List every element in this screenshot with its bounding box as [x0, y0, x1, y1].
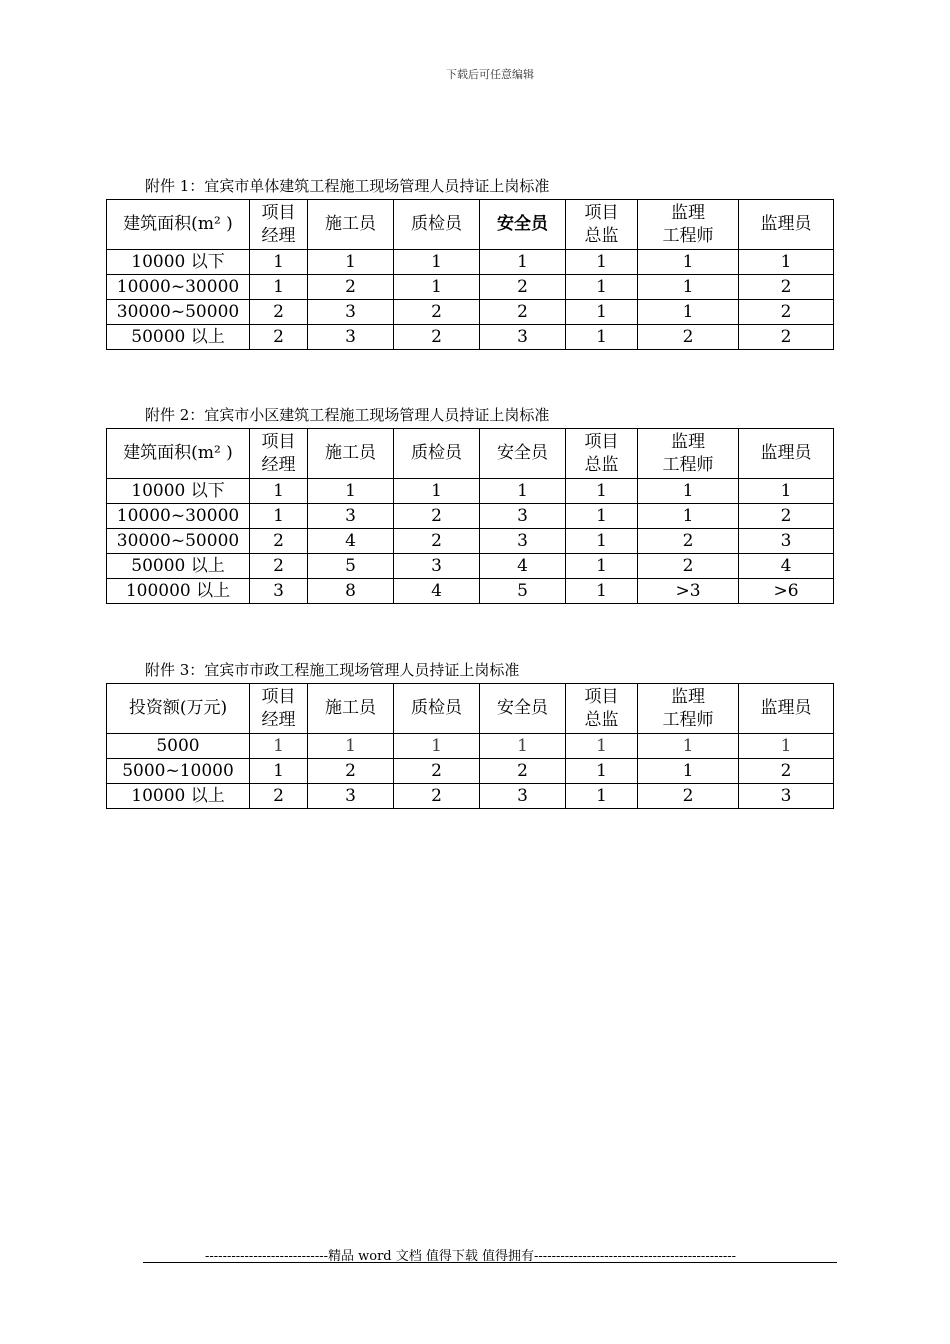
- column-header: 监理 工程师: [638, 429, 739, 479]
- table-cell: 10000 以下: [107, 250, 250, 275]
- table-row: [107, 734, 834, 759]
- table-row: [107, 529, 834, 554]
- table-cell: 1: [480, 734, 566, 759]
- table-cell: 3: [480, 504, 566, 529]
- table-cell: 1: [394, 734, 480, 759]
- table-cell: 1: [394, 479, 480, 504]
- table-2-title: 附件 2：宜宾市小区建筑工程施工现场管理人员持证上岗标准: [145, 406, 550, 424]
- footer-divider: [143, 1262, 837, 1263]
- table-cell: 10000 以下: [107, 479, 250, 504]
- table-cell: 3: [308, 325, 394, 350]
- table-cell: 2: [739, 300, 834, 325]
- column-header: 监理员: [739, 684, 834, 734]
- table-row: [107, 784, 834, 809]
- column-header: 监理员: [739, 200, 834, 250]
- table-cell: >6: [739, 579, 834, 604]
- table-cell: 30000~50000: [107, 529, 250, 554]
- table-cell: 1: [566, 300, 638, 325]
- table-cell: 3: [480, 325, 566, 350]
- table-cell: 2: [739, 504, 834, 529]
- table-cell: 1: [250, 734, 308, 759]
- table-cell: 2: [250, 554, 308, 579]
- table-cell: 1: [480, 250, 566, 275]
- table-row: [107, 275, 834, 300]
- table-cell: 1: [566, 479, 638, 504]
- table-cell: 1: [566, 250, 638, 275]
- column-header: 质检员: [394, 684, 480, 734]
- table-cell: 1: [308, 734, 394, 759]
- table-cell: 1: [566, 734, 638, 759]
- table-cell: 1: [638, 759, 739, 784]
- table-cell: 2: [638, 554, 739, 579]
- table-cell: 1: [250, 250, 308, 275]
- table-cell: 2: [638, 529, 739, 554]
- table-3: [106, 683, 834, 809]
- table-cell: 2: [739, 275, 834, 300]
- column-header: 安全员: [480, 429, 566, 479]
- table-cell: 30000~50000: [107, 300, 250, 325]
- column-header: 项目 经理: [250, 684, 308, 734]
- column-header: 监理员: [739, 429, 834, 479]
- column-header: 质检员: [394, 429, 480, 479]
- header-row: [107, 200, 834, 250]
- column-header: 施工员: [308, 684, 394, 734]
- column-header: 建筑面积(m² ): [107, 200, 250, 250]
- table-row: [107, 300, 834, 325]
- table-cell: 4: [739, 554, 834, 579]
- column-header: 监理 工程师: [638, 684, 739, 734]
- table-cell: 2: [308, 759, 394, 784]
- table-cell: 10000~30000: [107, 504, 250, 529]
- table-cell: 1: [638, 504, 739, 529]
- table-cell: 4: [480, 554, 566, 579]
- table-cell: 1: [566, 325, 638, 350]
- table-cell: 2: [250, 300, 308, 325]
- table-cell: 1: [566, 275, 638, 300]
- table-cell: 3: [308, 784, 394, 809]
- table-cell: 2: [638, 325, 739, 350]
- table-cell: 1: [250, 275, 308, 300]
- table-row: [107, 325, 834, 350]
- table-cell: 10000~30000: [107, 275, 250, 300]
- column-header: 建筑面积(m² ): [107, 429, 250, 479]
- table-cell: 2: [638, 784, 739, 809]
- table-cell: 100000 以上: [107, 579, 250, 604]
- table-cell: 2: [394, 784, 480, 809]
- table-cell: 5: [480, 579, 566, 604]
- table-cell: 3: [739, 529, 834, 554]
- footer-text: ----------------------------精品 word 文档 值得下载 值得拥有----------------------------------------------: [205, 1249, 737, 1264]
- column-header: 施工员: [308, 200, 394, 250]
- column-header: 质检员: [394, 200, 480, 250]
- column-header: 项目 总监: [566, 200, 638, 250]
- table-cell: 1: [394, 275, 480, 300]
- column-header: 项目 经理: [250, 200, 308, 250]
- table-2: [106, 428, 834, 604]
- table-cell: 3: [308, 504, 394, 529]
- table-1-title: 附件 1：宜宾市单体建筑工程施工现场管理人员持证上岗标准: [145, 177, 550, 195]
- table-cell: 1: [250, 759, 308, 784]
- table-cell: 3: [480, 784, 566, 809]
- table-cell: 2: [250, 784, 308, 809]
- table-cell: 2: [394, 759, 480, 784]
- table-cell: 5000: [107, 734, 250, 759]
- table-cell: 3: [308, 300, 394, 325]
- table-cell: 1: [638, 275, 739, 300]
- table-row: [107, 759, 834, 784]
- table-cell: 1: [638, 734, 739, 759]
- table-cell: 2: [308, 275, 394, 300]
- column-header: 施工员: [308, 429, 394, 479]
- table-cell: 2: [394, 504, 480, 529]
- table-cell: 2: [739, 759, 834, 784]
- column-header: 监理 工程师: [638, 200, 739, 250]
- table-cell: 1: [566, 784, 638, 809]
- table-3-title: 附件 3：宜宾市市政工程施工现场管理人员持证上岗标准: [145, 661, 520, 679]
- table-cell: 2: [250, 529, 308, 554]
- table-cell: 1: [566, 504, 638, 529]
- table-1: [106, 199, 834, 350]
- column-header: 项目 经理: [250, 429, 308, 479]
- table-cell: 3: [250, 579, 308, 604]
- table-cell: 4: [308, 529, 394, 554]
- table-cell: 2: [394, 325, 480, 350]
- table-cell: 4: [394, 579, 480, 604]
- table-cell: 3: [394, 554, 480, 579]
- table-cell: 1: [638, 300, 739, 325]
- table-cell: 1: [308, 479, 394, 504]
- column-header: 安全员: [480, 684, 566, 734]
- column-header: 项目 总监: [566, 684, 638, 734]
- column-header: 投资额(万元): [107, 684, 250, 734]
- table-cell: 1: [566, 579, 638, 604]
- table-cell: 50000 以上: [107, 554, 250, 579]
- table-cell: 2: [739, 325, 834, 350]
- table-cell: 5000~10000: [107, 759, 250, 784]
- table-cell: 5: [308, 554, 394, 579]
- table-cell: 2: [394, 529, 480, 554]
- table-cell: 1: [739, 734, 834, 759]
- table-cell: 10000 以上: [107, 784, 250, 809]
- table-cell: 2: [480, 300, 566, 325]
- header-row: [107, 429, 834, 479]
- table-row: [107, 504, 834, 529]
- table-cell: 1: [566, 529, 638, 554]
- table-cell: 1: [480, 479, 566, 504]
- table-cell: 2: [250, 325, 308, 350]
- table-row: [107, 250, 834, 275]
- table-cell: 2: [394, 300, 480, 325]
- table-cell: 8: [308, 579, 394, 604]
- table-row: [107, 579, 834, 604]
- table-row: [107, 479, 834, 504]
- table-cell: 1: [638, 250, 739, 275]
- table-cell: 2: [480, 275, 566, 300]
- table-cell: 1: [250, 504, 308, 529]
- table-cell: >3: [638, 579, 739, 604]
- table-cell: 2: [480, 759, 566, 784]
- table-cell: 1: [394, 250, 480, 275]
- table-cell: 1: [739, 250, 834, 275]
- table-cell: 1: [566, 759, 638, 784]
- table-cell: 3: [739, 784, 834, 809]
- table-cell: 50000 以上: [107, 325, 250, 350]
- table-cell: 1: [739, 479, 834, 504]
- table-cell: 1: [250, 479, 308, 504]
- header-row: [107, 684, 834, 734]
- table-cell: 1: [566, 554, 638, 579]
- header-note: 下载后可任意编辑: [446, 68, 534, 81]
- column-header: 安全员: [480, 200, 566, 250]
- table-cell: 3: [480, 529, 566, 554]
- table-cell: 1: [308, 250, 394, 275]
- column-header: 项目 总监: [566, 429, 638, 479]
- table-row: [107, 554, 834, 579]
- table-cell: 1: [638, 479, 739, 504]
